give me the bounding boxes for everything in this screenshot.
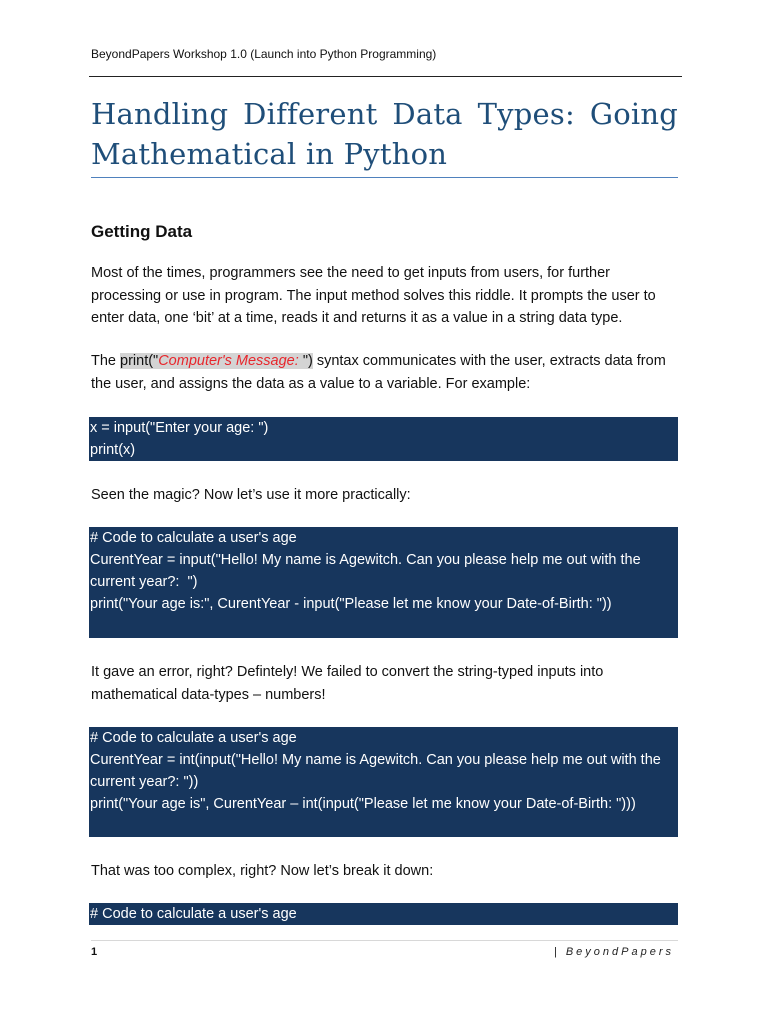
print-code-open: print("	[120, 353, 159, 369]
code-block-age-string	[89, 527, 678, 638]
code-line: print(x)	[90, 442, 136, 458]
code-block-age-int	[89, 727, 678, 837]
footer-brand: | BeyondPapers	[553, 946, 674, 958]
code-block-input-example	[89, 417, 678, 461]
print-syntax-highlight	[120, 353, 313, 369]
intro-paragraph: Most of the times, programmers see the need to get inputs from users, for further processing or use in program. The input method solves this riddle. It prompts the user to enter data, one ‘bit’ at a time, reads it and returns it as a value in a string data type.	[91, 265, 656, 326]
code-line: # Code to calculate a user's age	[90, 906, 297, 922]
section-heading: Getting Data	[91, 222, 193, 241]
code-line: CurentYear = int(input("Hello! My name is Agewitch. Can you please help me out with the current year?: "))	[90, 752, 665, 790]
code-line: # Code to calculate a user's age	[90, 730, 297, 746]
print-suffix: syntax communicates with the user, extracts data from the user, and assigns the data as a value to a variable. For example:	[91, 353, 666, 392]
code-line: x = input("Enter your age: ")	[90, 420, 269, 436]
title-underline	[91, 177, 678, 178]
code-block-breakdown	[89, 903, 678, 925]
page-title: Handling Different Data Types: Going Mathematical in Python	[91, 97, 678, 171]
code-line: print("Your age is:", CurentYear - input("Please let me know your Date-of-Birth: "))	[90, 596, 612, 612]
print-syntax-paragraph	[91, 350, 681, 395]
print-prefix: The	[91, 353, 121, 369]
footer-divider	[91, 940, 678, 941]
error-paragraph: It gave an error, right? Defintely! We failed to convert the string-typed inputs into mathematical data-types – numbers!	[91, 664, 604, 703]
code-line: print("Your age is", CurentYear – int(input("Please let me know your Date-of-Birth: ")))	[90, 796, 636, 812]
complex-paragraph: That was too complex, right? Now let’s break it down:	[91, 863, 434, 879]
page-number: 1	[91, 946, 98, 958]
header-divider	[89, 76, 682, 77]
computer-message-placeholder: Computer's Message:	[158, 353, 303, 369]
print-code-close: ")	[302, 353, 313, 369]
magic-paragraph: Seen the magic? Now let’s use it more practically:	[91, 487, 411, 503]
code-line: CurentYear = input("Hello! My name is Agewitch. Can you please help me out with the current year?: ")	[90, 552, 645, 590]
running-header: BeyondPapers Workshop 1.0 (Launch into Python Programming)	[91, 47, 437, 61]
code-line: # Code to calculate a user's age	[90, 530, 297, 546]
